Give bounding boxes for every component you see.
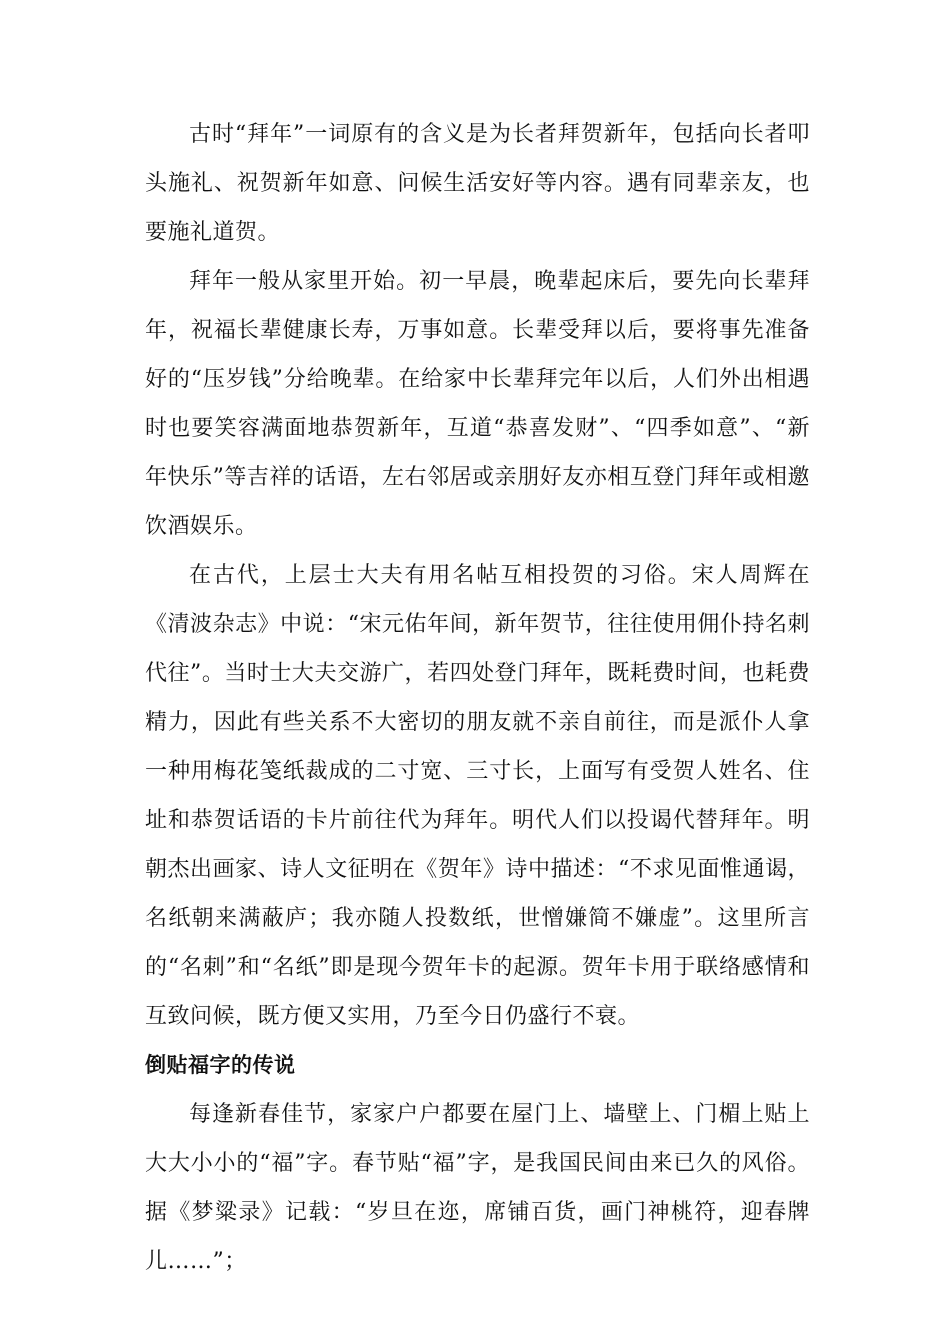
section-heading: 倒贴福字的传说 bbox=[145, 1053, 296, 1077]
paragraph-family-greetings: 拜年一般从家里开始。初一早晨，晚辈起床后，要先向长辈拜年，祝福长辈健康长寿，万事如意。长辈受拜以后，要将事先准备好的“压岁钱”分给晚辈。在给家中长辈拜完年以后，人们外出相遇时也要笑容满面地恭贺新年，互道“恭喜发财”、“四季如意”、“新年快乐”等吉祥的话语，左右邻居或亲朋好友亦相互登门拜年或相邀饮酒娱乐。 bbox=[145, 269, 810, 539]
paragraph-name-cards-history: 在古代，上层士大夫有用名帖互相投贺的习俗。宋人周辉在《清波杂志》中说：“宋元佑年间，新年贺节，往往使用佣仆持名刺代往”。当时士大夫交游广，若四处登门拜年，既耗费时间，也耗费精力，因此有些关系不大密切的朋友就不亲自前往，而是派仆人拿一种用梅花笺纸裁成的二寸宽、三寸长，上面写有受贺人姓名、住址和恭贺话语的卡片前往代为拜年。明代人们以投谒代替拜年。明朝杰出画家、诗人文征明在《贺年》诗中描述：“不求见面惟通谒，名纸朝来满蔽庐；我亦随人投数纸，世憎嫌简不嫌虚”。这里所言的“名刺”和“名纸”即是现今贺年卡的起源。贺年卡用于联络感情和互致问候，既方便又实用，乃至今日仍盛行不衰。 bbox=[145, 563, 810, 1029]
document-body bbox=[145, 110, 810, 1286]
paragraph-fu-character-custom: 每逢新春佳节，家家户户都要在屋门上、墙壁上、门楣上贴上大大小小的“福”字。春节贴“福”字，是我国民间由来已久的风俗。据《梦粱录》记载：“岁旦在迩，席铺百货，画门神桃符，迎春牌儿……”； bbox=[145, 1102, 810, 1274]
paragraph-origin-of-bainian: 古时“拜年”一词原有的含义是为长者拜贺新年，包括向长者叩头施礼、祝贺新年如意、问候生活安好等内容。遇有同辈亲友，也要施礼道贺。 bbox=[145, 122, 810, 245]
